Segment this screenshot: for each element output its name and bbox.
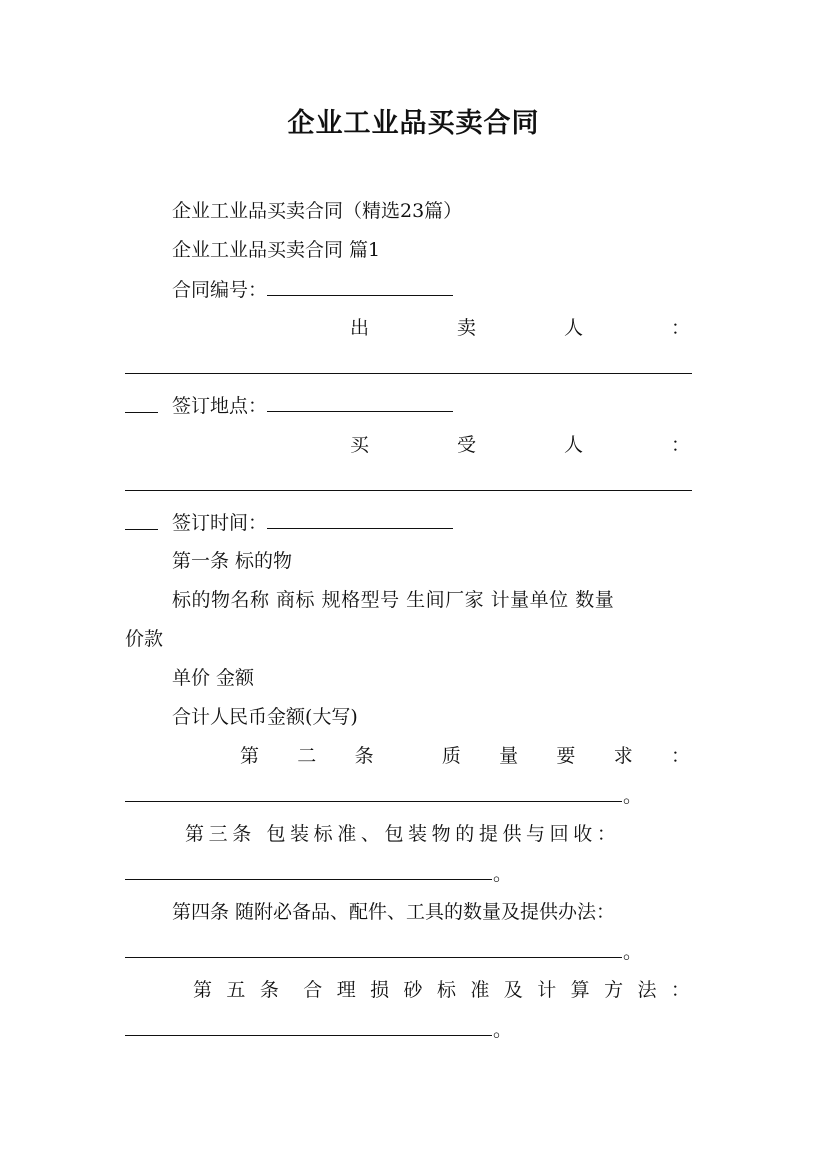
article-1-columns-cont: 价款 (125, 628, 164, 650)
article-5-char: 条 (259, 979, 279, 1001)
article-2-char: 条 (354, 745, 374, 767)
article-2-char: 第 (240, 745, 260, 767)
article-5-period: 。 (493, 1019, 513, 1041)
document-title: 企业工业品买卖合同 (287, 108, 540, 139)
article-5-char: 算 (570, 979, 590, 1001)
article-1-columns: 标的物名称 商标 规格型号 生间厂家 计量单位 数量 (172, 589, 615, 611)
buyer-char: 受 (456, 434, 476, 456)
article-2-char: ： (670, 745, 690, 767)
buyer-char: 人 (563, 434, 583, 456)
article-5-char: 准 (470, 979, 490, 1001)
buyer-label (350, 433, 690, 457)
sign-time-blank[interactable] (267, 511, 453, 529)
article-2-char: 二 (297, 745, 317, 767)
article-5-char: 方 (604, 979, 624, 1001)
article-4-blank-line[interactable] (125, 957, 622, 958)
article-5-char: 砂 (403, 979, 423, 1001)
sign-place-blank[interactable] (267, 394, 453, 412)
contract-number-label: 合同编号： (172, 279, 268, 301)
seller-blank-line[interactable] (125, 373, 692, 374)
seller-char: 出 (350, 317, 370, 339)
sign-time-label: 签订时间： (172, 512, 268, 534)
article-5-char: 标 (436, 979, 456, 1001)
article-4-period: 。 (623, 941, 643, 963)
sign-place-label: 签订地点： (172, 395, 268, 417)
article-2-char: 质 (441, 745, 461, 767)
contract-number-blank[interactable] (267, 278, 453, 296)
article-2-period: 。 (623, 785, 643, 807)
article-1-total: 合计人民币金额(大写) (172, 706, 358, 728)
seller-label (350, 316, 690, 340)
buyer-blank-line[interactable] (125, 490, 692, 491)
article-3-blank-line[interactable] (125, 879, 492, 880)
article-5-char: 损 (370, 979, 390, 1001)
article-5-char: ： (670, 979, 690, 1001)
buyer-blank-line-end[interactable] (125, 529, 158, 530)
contract-number-row (172, 278, 453, 302)
article-5-char: 理 (336, 979, 356, 1001)
article-5-char: 合 (303, 979, 323, 1001)
sign-time-row (172, 511, 453, 535)
article-5-char: 第 (193, 979, 213, 1001)
article-5-char: 五 (226, 979, 246, 1001)
article-2-char: 要 (556, 745, 576, 767)
seller-char: ： (670, 317, 690, 339)
article-1-heading: 第一条 标的物 (172, 550, 293, 572)
article-5-char: 法 (637, 979, 657, 1001)
article-5-char: 及 (503, 979, 523, 1001)
subtitle: 企业工业品买卖合同（精选23篇） (172, 200, 463, 222)
seller-char: 卖 (456, 317, 476, 339)
buyer-char: ： (670, 434, 690, 456)
sign-place-row (172, 394, 453, 418)
seller-char: 人 (563, 317, 583, 339)
article-2-blank-line[interactable] (125, 801, 622, 802)
article-1-unit-price: 单价 金额 (172, 667, 255, 689)
buyer-char: 买 (350, 434, 370, 456)
article-4-heading: 第四条 随附必备品、配件、工具的数量及提供办法： (172, 901, 616, 923)
article-2-char: 量 (499, 745, 519, 767)
article-2-char: 求 (613, 745, 633, 767)
article-5-blank-line[interactable] (125, 1035, 492, 1036)
seller-blank-line-end[interactable] (125, 412, 158, 413)
article-3-period: 。 (493, 863, 513, 885)
article-3-heading: 第三条 包装标准、包装物的提供与回收： (185, 823, 621, 845)
article-5-heading (193, 978, 690, 1002)
article-2-heading (240, 744, 690, 768)
article-5-char: 计 (537, 979, 557, 1001)
section-title: 企业工业品买卖合同 篇1 (172, 239, 381, 261)
